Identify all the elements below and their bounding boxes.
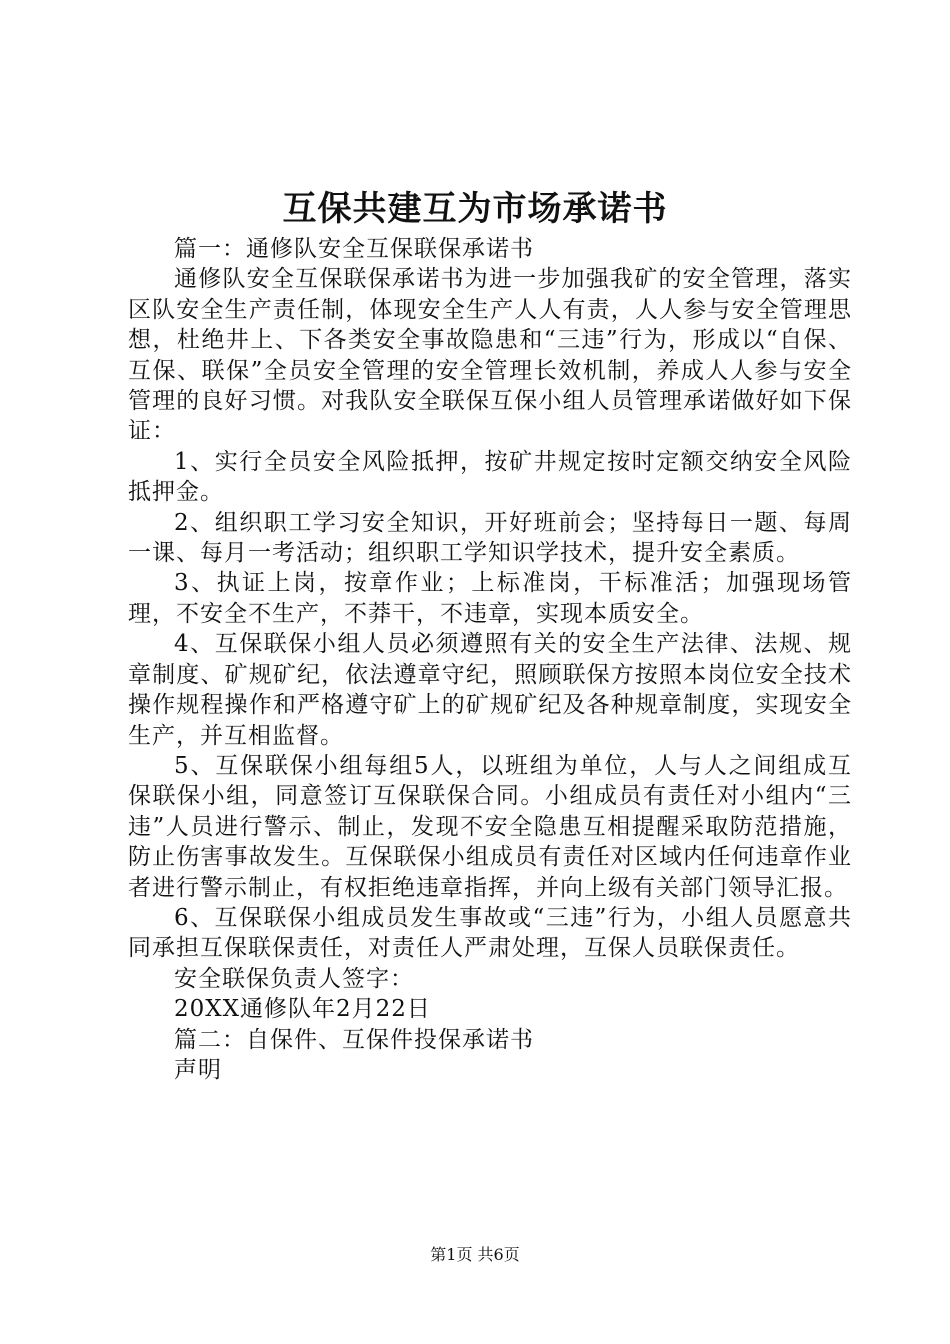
section-heading: 篇一：通修队安全互保联保承诺书 xyxy=(174,236,534,262)
signature-line: 安全联保负责人签字： xyxy=(174,965,414,992)
section-heading: 篇二：自保件、互保件投保承诺书 xyxy=(174,1026,534,1053)
document-body xyxy=(128,234,852,1085)
list-item: 2、组织职工学习安全知识，开好班前会；坚持每日一题、每周一课、每月一考活动；组织职工学知识学技术，提升安全素质。 xyxy=(128,509,852,567)
list-item: 6、互保联保小组成员发生事故或“三违”行为，小组人员愿意共同承担互保联保责任，对责任人严肃处理，互保人员联保责任。 xyxy=(128,904,852,962)
date-line: 20XX通修队年2月22日 xyxy=(174,996,431,1023)
page-footer: 第1页 共6页 xyxy=(430,1245,520,1264)
list-item: 3、执证上岗，按章作业；上标准岗，干标准活；加强现场管理，不安全不生产，不莽干，不违章，实现本质安全。 xyxy=(128,570,852,627)
list-item: 1、实行全员安全风险抵押，按矿井规定按时定额交纳安全风险抵押金。 xyxy=(128,448,852,506)
section-heading: 声明 xyxy=(174,1056,222,1083)
list-item: 5、互保联保小组每组5人，以班组为单位，人与人之间组成互保联保小组，同意签订互保联保合同。小组成员有责任对小组内“三违”人员进行警示、制止，发现不安全隐患互相提醒采取防范措施，防止伤害事故发生。互保联保小组成员有责任对区域内任何违章作业者进行警示制止，有权拒绝违章指挥，并向上级有关部门领导汇报。 xyxy=(128,752,852,901)
body-paragraph: 通修队安全互保联保承诺书为进一步加强我矿的安全管理，落实区队安全生产责任制，体现安全生产人人有责，人人参与安全管理思想，杜绝井上、下各类安全事故隐患和“三违”行为，形成以“自保、互保、联保”全员安全管理的安全管理长效机制，养成人人参与安全管理的良好习惯。对我队安全联保互保小组人员管理承诺做好如下保证： xyxy=(128,266,852,445)
list-item: 4、互保联保小组人员必须遵照有关的安全生产法律、法规、规章制度、矿规矿纪，依法遵章守纪，照顾联保方按照本岗位安全技术操作规程操作和严格遵守矿上的矿规矿纪及各种规章制度，实现安全生产，并互相监督。 xyxy=(128,631,852,749)
document-title: 互保共建互为市场承诺书 xyxy=(282,189,668,229)
